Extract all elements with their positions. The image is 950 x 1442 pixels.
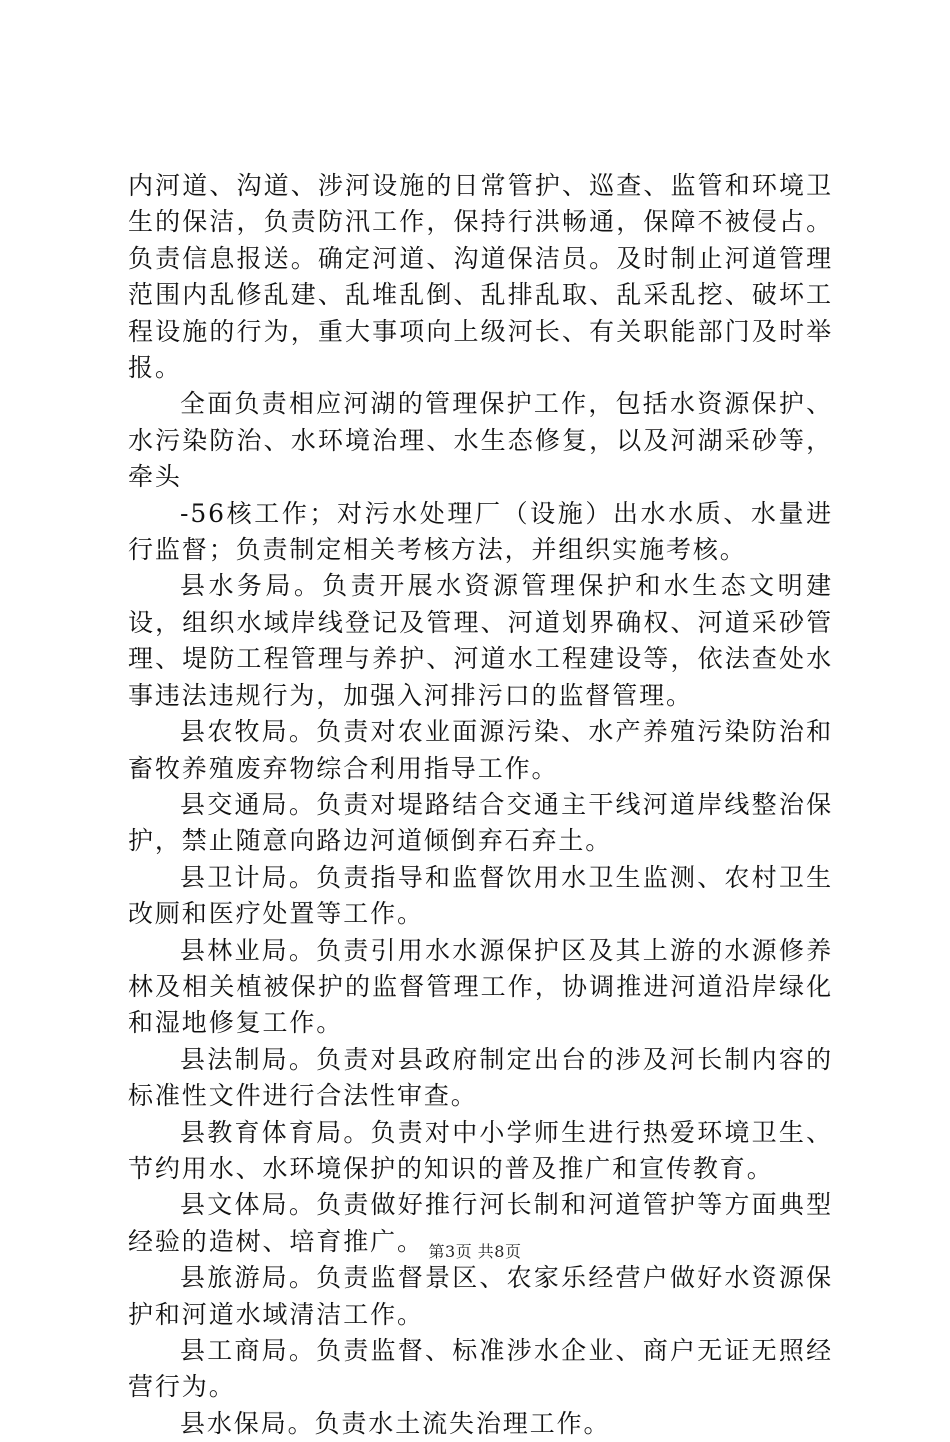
- paragraph-culture-bureau: 县文体局。负责做好推行河长制和河道管护等方面典型经验的造树、培育推广。: [128, 1190, 833, 1256]
- paragraph-legal-bureau: 县法制局。负责对县政府制定出台的涉及河长制内容的标准性文件进行合法性审查。: [128, 1044, 833, 1111]
- paragraph-soil-conservation-bureau: 县水保局。负责水土流失治理工作。: [180, 1408, 611, 1438]
- paragraph-tourism-bureau: 县旅游局。负责监督景区、农家乐经营户做好水资源保护和河道水域清洁工作。: [128, 1263, 833, 1329]
- paragraph-health-bureau: 县卫计局。负责指导和监督饮用水卫生监测、农村卫生改厕和医疗处置等工作。: [128, 862, 833, 929]
- paragraph-forestry-bureau: 县林业局。负责引用水水源保护区及其上游的水源修养林及相关植被保护的监督管理工作，协调推进河道沿岸绿化和湿地修复工作。: [128, 935, 833, 1038]
- paragraph-agriculture-bureau: 县农牧局。负责对农业面源污染、水产养殖污染防治和畜牧养殖废弃物综合利用指导工作。: [128, 717, 833, 783]
- paragraph-water-affairs-bureau: 县水务局。负责开展水资源管理保护和水生态文明建设，组织水域岸线登记及管理、河道划界确权、河道采砂管理、堤防工程管理与养护、河道水工程建设等，依法查处水事违法违规行为，加强入河排污口的监督管理。: [128, 571, 833, 710]
- paragraph-overall-responsibility: 全面负责相应河湖的管理保护工作，包括水资源保护、水污染防治、水环境治理、水生态修复，以及河湖采砂等，牵头: [128, 389, 833, 492]
- paragraph-assessment: -56核工作；对污水处理厂（设施）出水水质、水量进行监督；负责制定相关考核方法，并组织实施考核。: [128, 498, 833, 565]
- paragraph-transport-bureau: 县交通局。负责对堤路结合交通主干线河道岸线整治保护，禁止随意向路边河道倾倒弃石弃土。: [128, 789, 833, 856]
- page-number-footer: 第3页 共8页: [428, 1242, 522, 1261]
- paragraph-education-bureau: 县教育体育局。负责对中小学师生进行热爱环境卫生、节约用水、水环境保护的知识的普及推广和宣传教育。: [128, 1117, 833, 1183]
- paragraph-river-maintenance: 内河道、沟道、涉河设施的日常管护、巡查、监管和环境卫生的保洁，负责防汛工作，保持行洪畅通，保障不被侵占。负责信息报送。确定河道、沟道保洁员。及时制止河道管理范围内乱修乱建、乱堆乱倒、乱排乱取、乱采乱挖、破坏工程设施的行为，重大事项向上级河长、有关职能部门及时举报。: [128, 171, 833, 383]
- paragraph-commerce-bureau: 县工商局。负责监督、标准涉水企业、商户无证无照经营行为。: [128, 1336, 833, 1402]
